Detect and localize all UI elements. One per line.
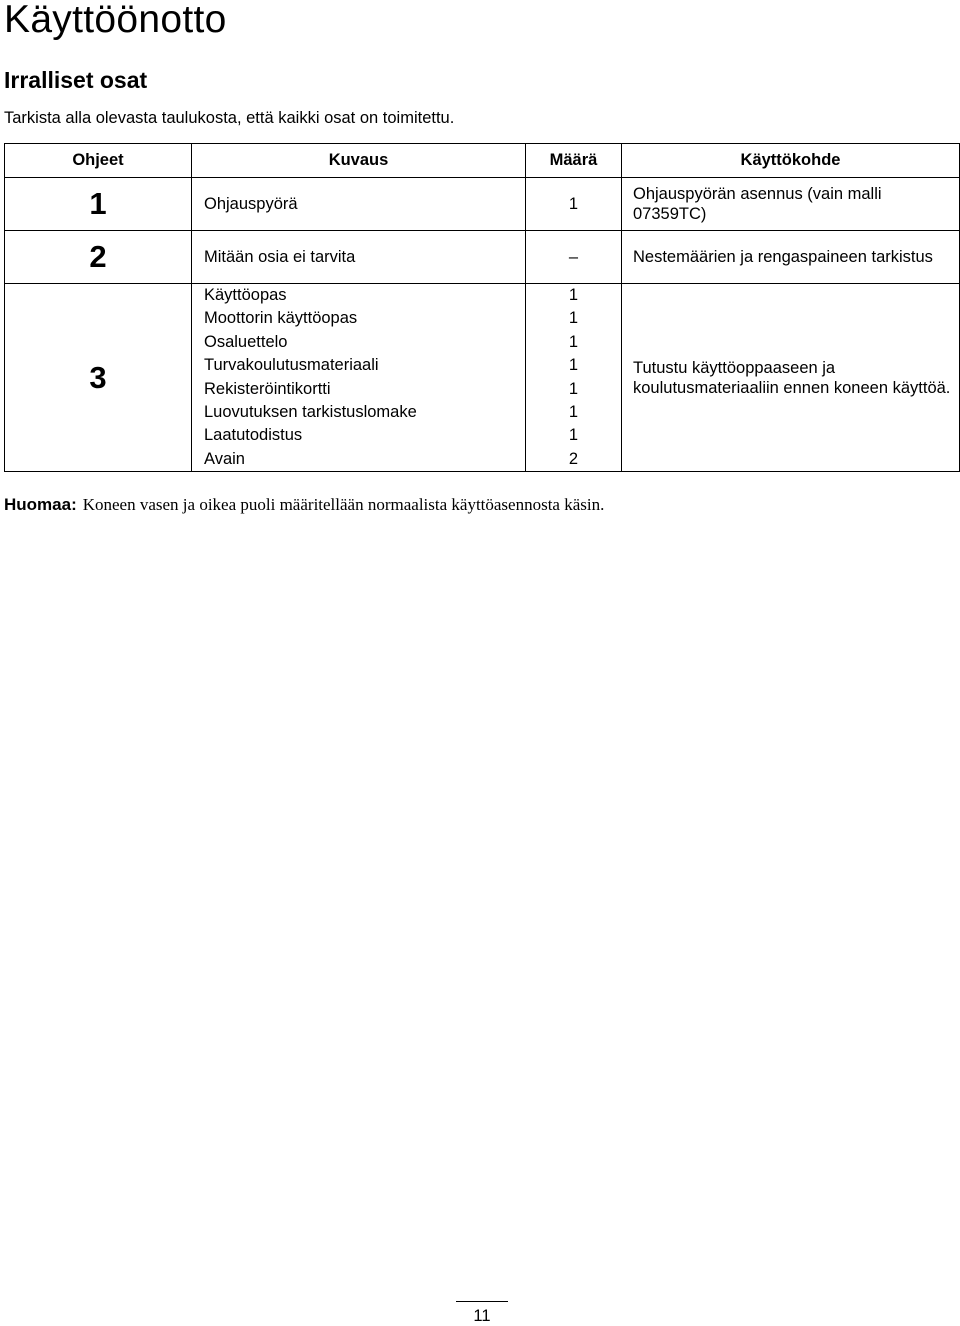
part-quantity: – [526, 231, 622, 284]
footer-divider [456, 1301, 508, 1302]
part-quantity: 1 [568, 332, 579, 351]
part-description: Avain [204, 449, 245, 468]
header-description: Kuvaus [192, 144, 526, 178]
part-quantity: 1 [526, 178, 622, 231]
part-description: Moottorin käyttöopas [204, 309, 358, 328]
step-number: 2 [5, 231, 192, 284]
part-use: Tutustu käyttöoppaaseen ja koulutusmateriaaliin ennen koneen käyttöä. [622, 284, 960, 472]
note [4, 494, 604, 516]
part-quantity: 2 [568, 449, 579, 468]
note-label: Huomaa: [4, 495, 77, 514]
table-row [5, 231, 960, 284]
part-quantity: 1 [568, 286, 579, 304]
part-description: Osaluettelo [204, 332, 288, 351]
intro-text: Tarkista alla olevasta taulukosta, että kaikki osat on toimitettu. [4, 109, 455, 127]
page-number: 11 [473, 1307, 491, 1325]
part-description: Ohjauspyörä [192, 178, 526, 231]
part-quantity: 1 [568, 379, 579, 398]
loose-parts-table [4, 143, 960, 472]
part-description: Käyttöopas [204, 286, 287, 304]
part-quantity: 1 [568, 356, 579, 375]
note-text: Koneen vasen ja oikea puoli määritellään normaalista käyttöasennosta käsin. [82, 495, 605, 514]
step-number: 3 [5, 284, 192, 472]
step-number: 1 [5, 178, 192, 231]
part-use: Nestemäärien ja rengaspaineen tarkistus [622, 231, 960, 284]
part-description: Rekisteröintikortti [204, 379, 331, 398]
part-description-list [192, 284, 526, 472]
part-description: Luovutuksen tarkistuslomake [204, 402, 417, 421]
table-row [5, 284, 960, 472]
section-title: Irralliset osat [4, 67, 148, 93]
table-header-row [5, 144, 960, 178]
part-description: Mitään osia ei tarvita [192, 231, 526, 284]
part-use: Ohjauspyörän asennus (vain malli 07359TC) [622, 178, 960, 231]
part-quantity-list [526, 284, 622, 472]
header-instructions: Ohjeet [5, 144, 192, 178]
part-description: Laatutodistus [204, 426, 303, 445]
header-use: Käyttökohde [622, 144, 960, 178]
part-quantity: 1 [568, 402, 579, 421]
part-description: Turvakoulutusmateriaali [204, 356, 379, 375]
part-quantity: 1 [568, 309, 579, 328]
table-row [5, 178, 960, 231]
header-quantity: Määrä [526, 144, 622, 178]
page-title: Käyttöönotto [4, 0, 227, 41]
part-quantity: 1 [568, 426, 579, 445]
